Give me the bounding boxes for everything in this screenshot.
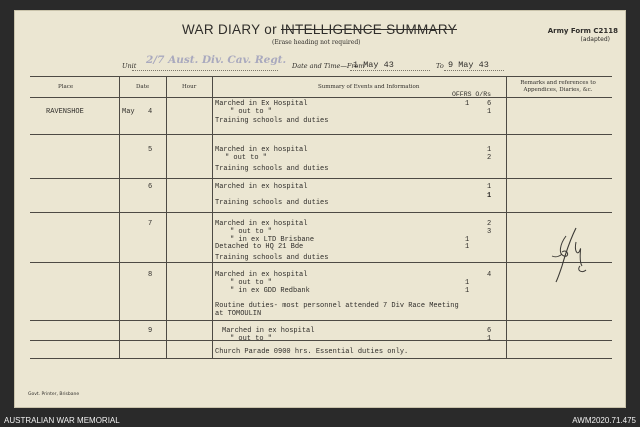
- erase-note: (Erase heading not required): [272, 39, 361, 46]
- entry-date: 5: [148, 146, 153, 154]
- entry-offrs: 1: [465, 279, 470, 287]
- entry-line: at TOMOULIN: [215, 310, 262, 318]
- entry-line: Training schools and duties: [215, 165, 329, 173]
- from-dotted-line: [350, 70, 430, 71]
- header-offrs-ors: OFFRS O/Rs: [452, 91, 492, 98]
- to-date: 9 May 43: [448, 60, 489, 70]
- title-lead: WAR DIARY or: [182, 22, 281, 37]
- col-divider-place: [119, 76, 120, 358]
- entry-line: Routine duties- most personnel attended 7 Div Race Meeting: [215, 302, 459, 310]
- header-date: Date: [136, 84, 150, 90]
- entry-ors: 1: [487, 335, 492, 343]
- entry-line: " in ex LTD Brisbane: [230, 236, 315, 244]
- entry-line: Marched in ex hospital: [215, 146, 308, 154]
- row-separator: [30, 178, 612, 179]
- credit-left: AUSTRALIAN WAR MEMORIAL: [4, 416, 120, 425]
- entry-offrs: 1: [465, 287, 470, 295]
- entry-line: " out to ": [230, 279, 273, 287]
- entry-line: Marched in Ex Hospital: [215, 100, 308, 108]
- entry-line: " out to ": [230, 228, 273, 236]
- table-bottom-border: [30, 358, 612, 359]
- to-dotted-line: [444, 70, 504, 71]
- header-hour: Hour: [182, 84, 197, 90]
- entry-date: 9: [148, 327, 153, 335]
- entry-line: " out to ": [230, 108, 273, 116]
- entry-line: " out to ": [225, 154, 268, 162]
- entry-line: Marched in ex hospital: [222, 327, 315, 335]
- entry-ors: 3: [487, 228, 492, 236]
- unit-dotted-line: [132, 70, 278, 71]
- row-separator: [30, 212, 612, 213]
- entry-offrs: 1: [465, 100, 470, 108]
- header-bottom-border: [30, 97, 612, 98]
- entry-ors: 1: [487, 192, 492, 200]
- printer-imprint: Govt. Printer, Brisbane: [28, 392, 80, 397]
- entry-ors: 6: [487, 327, 492, 335]
- col-divider-date: [166, 76, 167, 358]
- col-divider-hour: [212, 76, 213, 358]
- entry-line: Marched in ex hospital: [215, 183, 308, 191]
- row-separator: [30, 320, 612, 321]
- entry-line: " in ex GDD Redbank: [230, 287, 310, 295]
- entry-line: Marched in ex hospital: [215, 271, 308, 279]
- handwritten-signature: [546, 226, 588, 284]
- entry-line: Training schools and duties: [215, 254, 329, 262]
- entry-offrs: 1: [465, 243, 470, 251]
- header-remarks: Remarks and references to Appendices, Diaries, &c.: [520, 80, 596, 93]
- entry-line: Marched in ex hospital: [215, 220, 308, 228]
- entry-date: 7: [148, 220, 153, 228]
- army-form-number: Army Form C2118: [547, 27, 618, 35]
- adapted-note: (adapted): [580, 36, 610, 43]
- entry-ors: 6: [487, 100, 492, 108]
- entry-offrs: 1: [465, 236, 470, 244]
- from-date: 1 May 43: [353, 60, 394, 70]
- unit-stamp: 2/7 Aust. Div. Cav. Regt.: [146, 54, 287, 66]
- header-summary: Summary of Events and Information: [318, 84, 420, 90]
- row-separator: [30, 340, 612, 341]
- credit-right: AWM2020.71.475: [572, 416, 636, 425]
- table-top-border: [30, 76, 612, 77]
- entry-date: 8: [148, 271, 153, 279]
- date-time-label: Date and Time—From: [292, 62, 365, 70]
- entry-ors: 1: [487, 183, 492, 191]
- row-separator: [30, 134, 612, 135]
- to-label: To: [436, 62, 444, 70]
- entry-ors: 2: [487, 220, 492, 228]
- entry-line: Detached to HQ 21 Bde: [215, 243, 304, 251]
- entry-ors: 1: [487, 146, 492, 154]
- entry-ors: 2: [487, 154, 492, 162]
- entry-date: 6: [148, 183, 153, 191]
- entry-line: Church Parade 0900 hrs. Essential duties only.: [215, 348, 409, 356]
- entry-ors: 4: [487, 271, 492, 279]
- entry-line: Training schools and duties: [215, 117, 329, 125]
- header-place: Place: [58, 84, 74, 90]
- col-divider-summary: [506, 76, 507, 358]
- unit-label: Unit: [122, 62, 137, 70]
- entry-line: Training schools and duties: [215, 199, 329, 207]
- row-separator: [30, 262, 612, 263]
- form-title: [182, 22, 457, 37]
- entry-ors: 1: [487, 108, 492, 116]
- title-struck: INTELLIGENCE SUMMARY: [280, 22, 457, 37]
- entry-date: 4: [148, 108, 153, 116]
- month-value: May: [122, 108, 135, 116]
- place-value: RAVENSHOE: [46, 108, 84, 116]
- entry-line: " out to ": [230, 335, 273, 343]
